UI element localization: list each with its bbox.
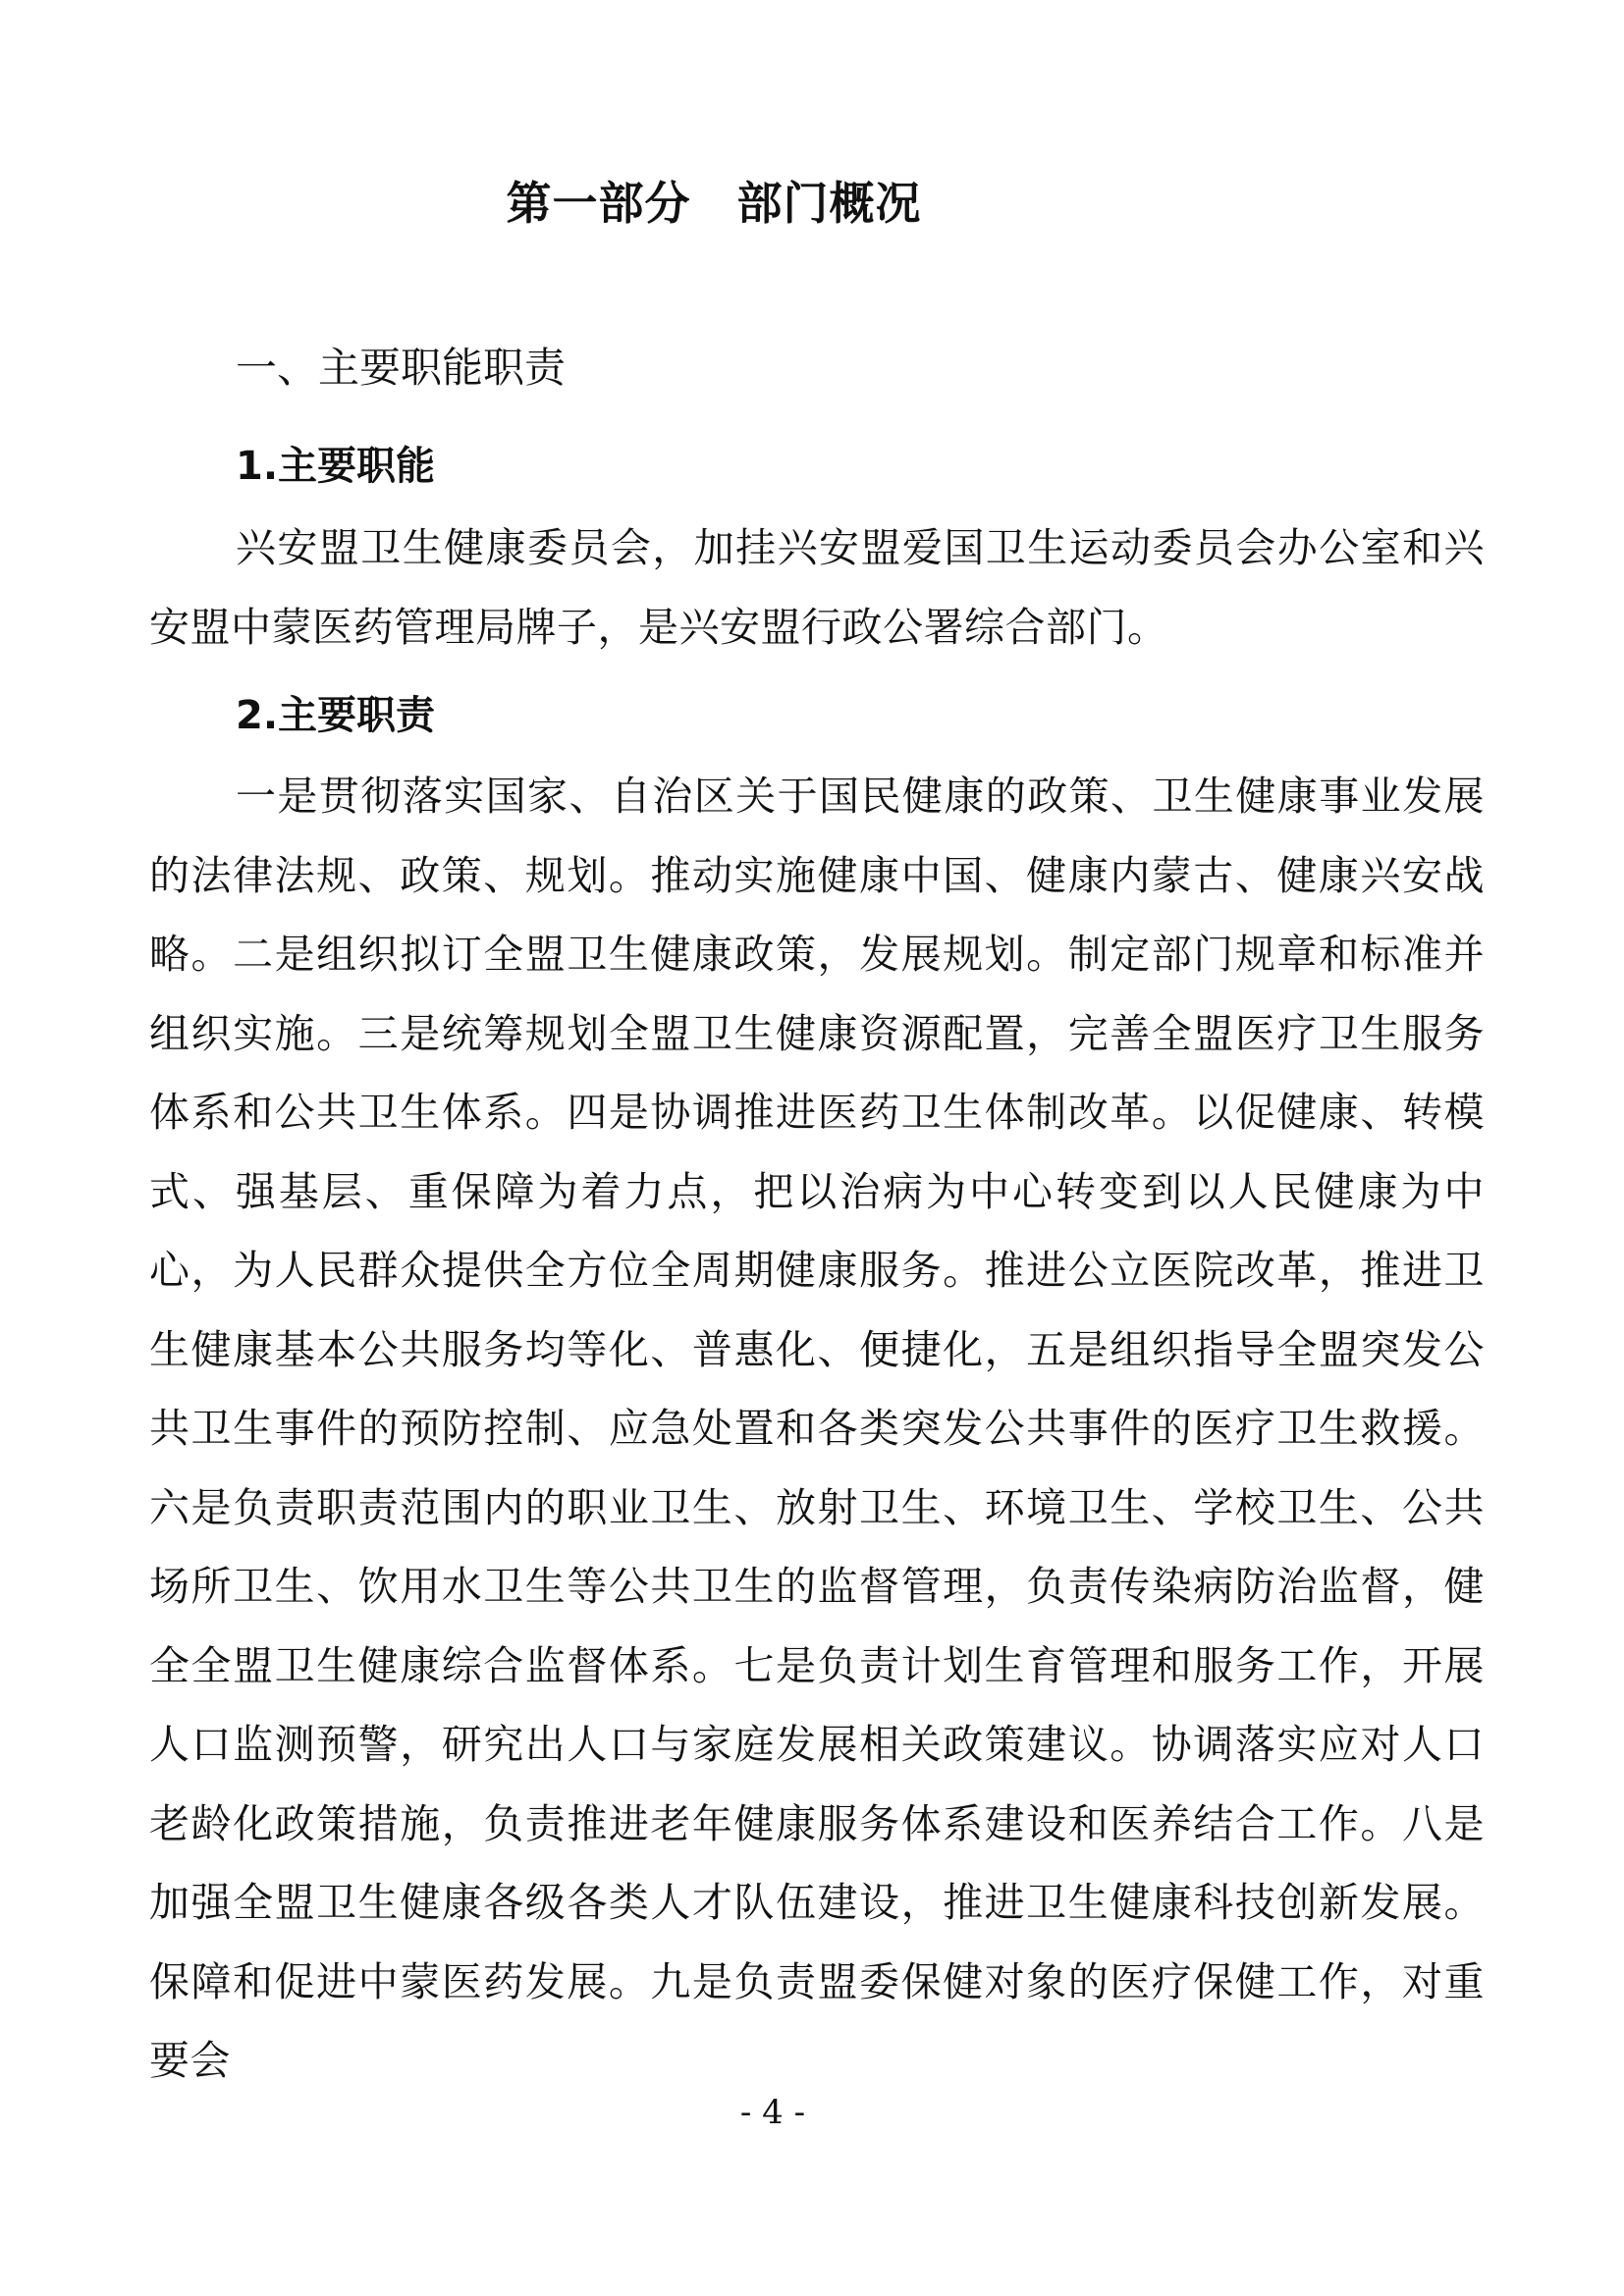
part-title: 第一部分 部门概况 bbox=[506, 177, 922, 230]
page-number: - 4 - bbox=[739, 2093, 806, 2132]
subsection-heading-main-duties: 2.主要职责 bbox=[236, 693, 436, 738]
subsection-heading-main-functions: 1.主要职能 bbox=[236, 444, 436, 489]
section-heading-main-functions-duties: 一、主要职能职责 bbox=[236, 344, 567, 392]
paragraph-main-functions: 兴安盟卫生健康委员会，加挂兴安盟爱国卫生运动委员会办公室和兴安盟中蒙医药管理局牌子，是兴安盟行政公署综合部门。 bbox=[149, 524, 1485, 651]
paragraph-main-duties: 一是贯彻落实国家、自治区关于国民健康的政策、卫生健康事业发展的法律法规、政策、规划。推动实施健康中国、健康内蒙古、健康兴安战略。二是组织拟订全盟卫生健康政策，发展规划。制定部门规章和标准并组织实施。三是统筹规划全盟卫生健康资源配置，完善全盟医疗卫生服务体系和公共卫生体系。四是协调推进医药卫生体制改革。以促健康、转模式、强基层、重保障为着力点，把以治病为中心转变到以人民健康为中心，为人民群众提供全方位全周期健康服务。推进公立医院改革，推进卫生健康基本公共服务均等化、普惠化、便捷化，五是组织指导全盟突发公共卫生事件的预防控制、应急处置和各类突发公共事件的医疗卫生救援。六是负责职责范围内的职业卫生、放射卫生、环境卫生、学校卫生、公共场所卫生、饮用水卫生等公共卫生的监督管理，负责传染病防治监督，健全全盟卫生健康综合监督体系。七是负责计划生育管理和服务工作，开展人口监测预警，研究出人口与家庭发展相关政策建议。协调落实应对人口老龄化政策措施，负责推进老年健康服务体系建设和医养结合工作。八是加强全盟卫生健康各级各类人才队伍建设，推进卫生健康科技创新发展。保障和促进中蒙医药发展。九是负责盟委保健对象的医疗保健工作，对重要会 bbox=[149, 773, 1485, 2084]
